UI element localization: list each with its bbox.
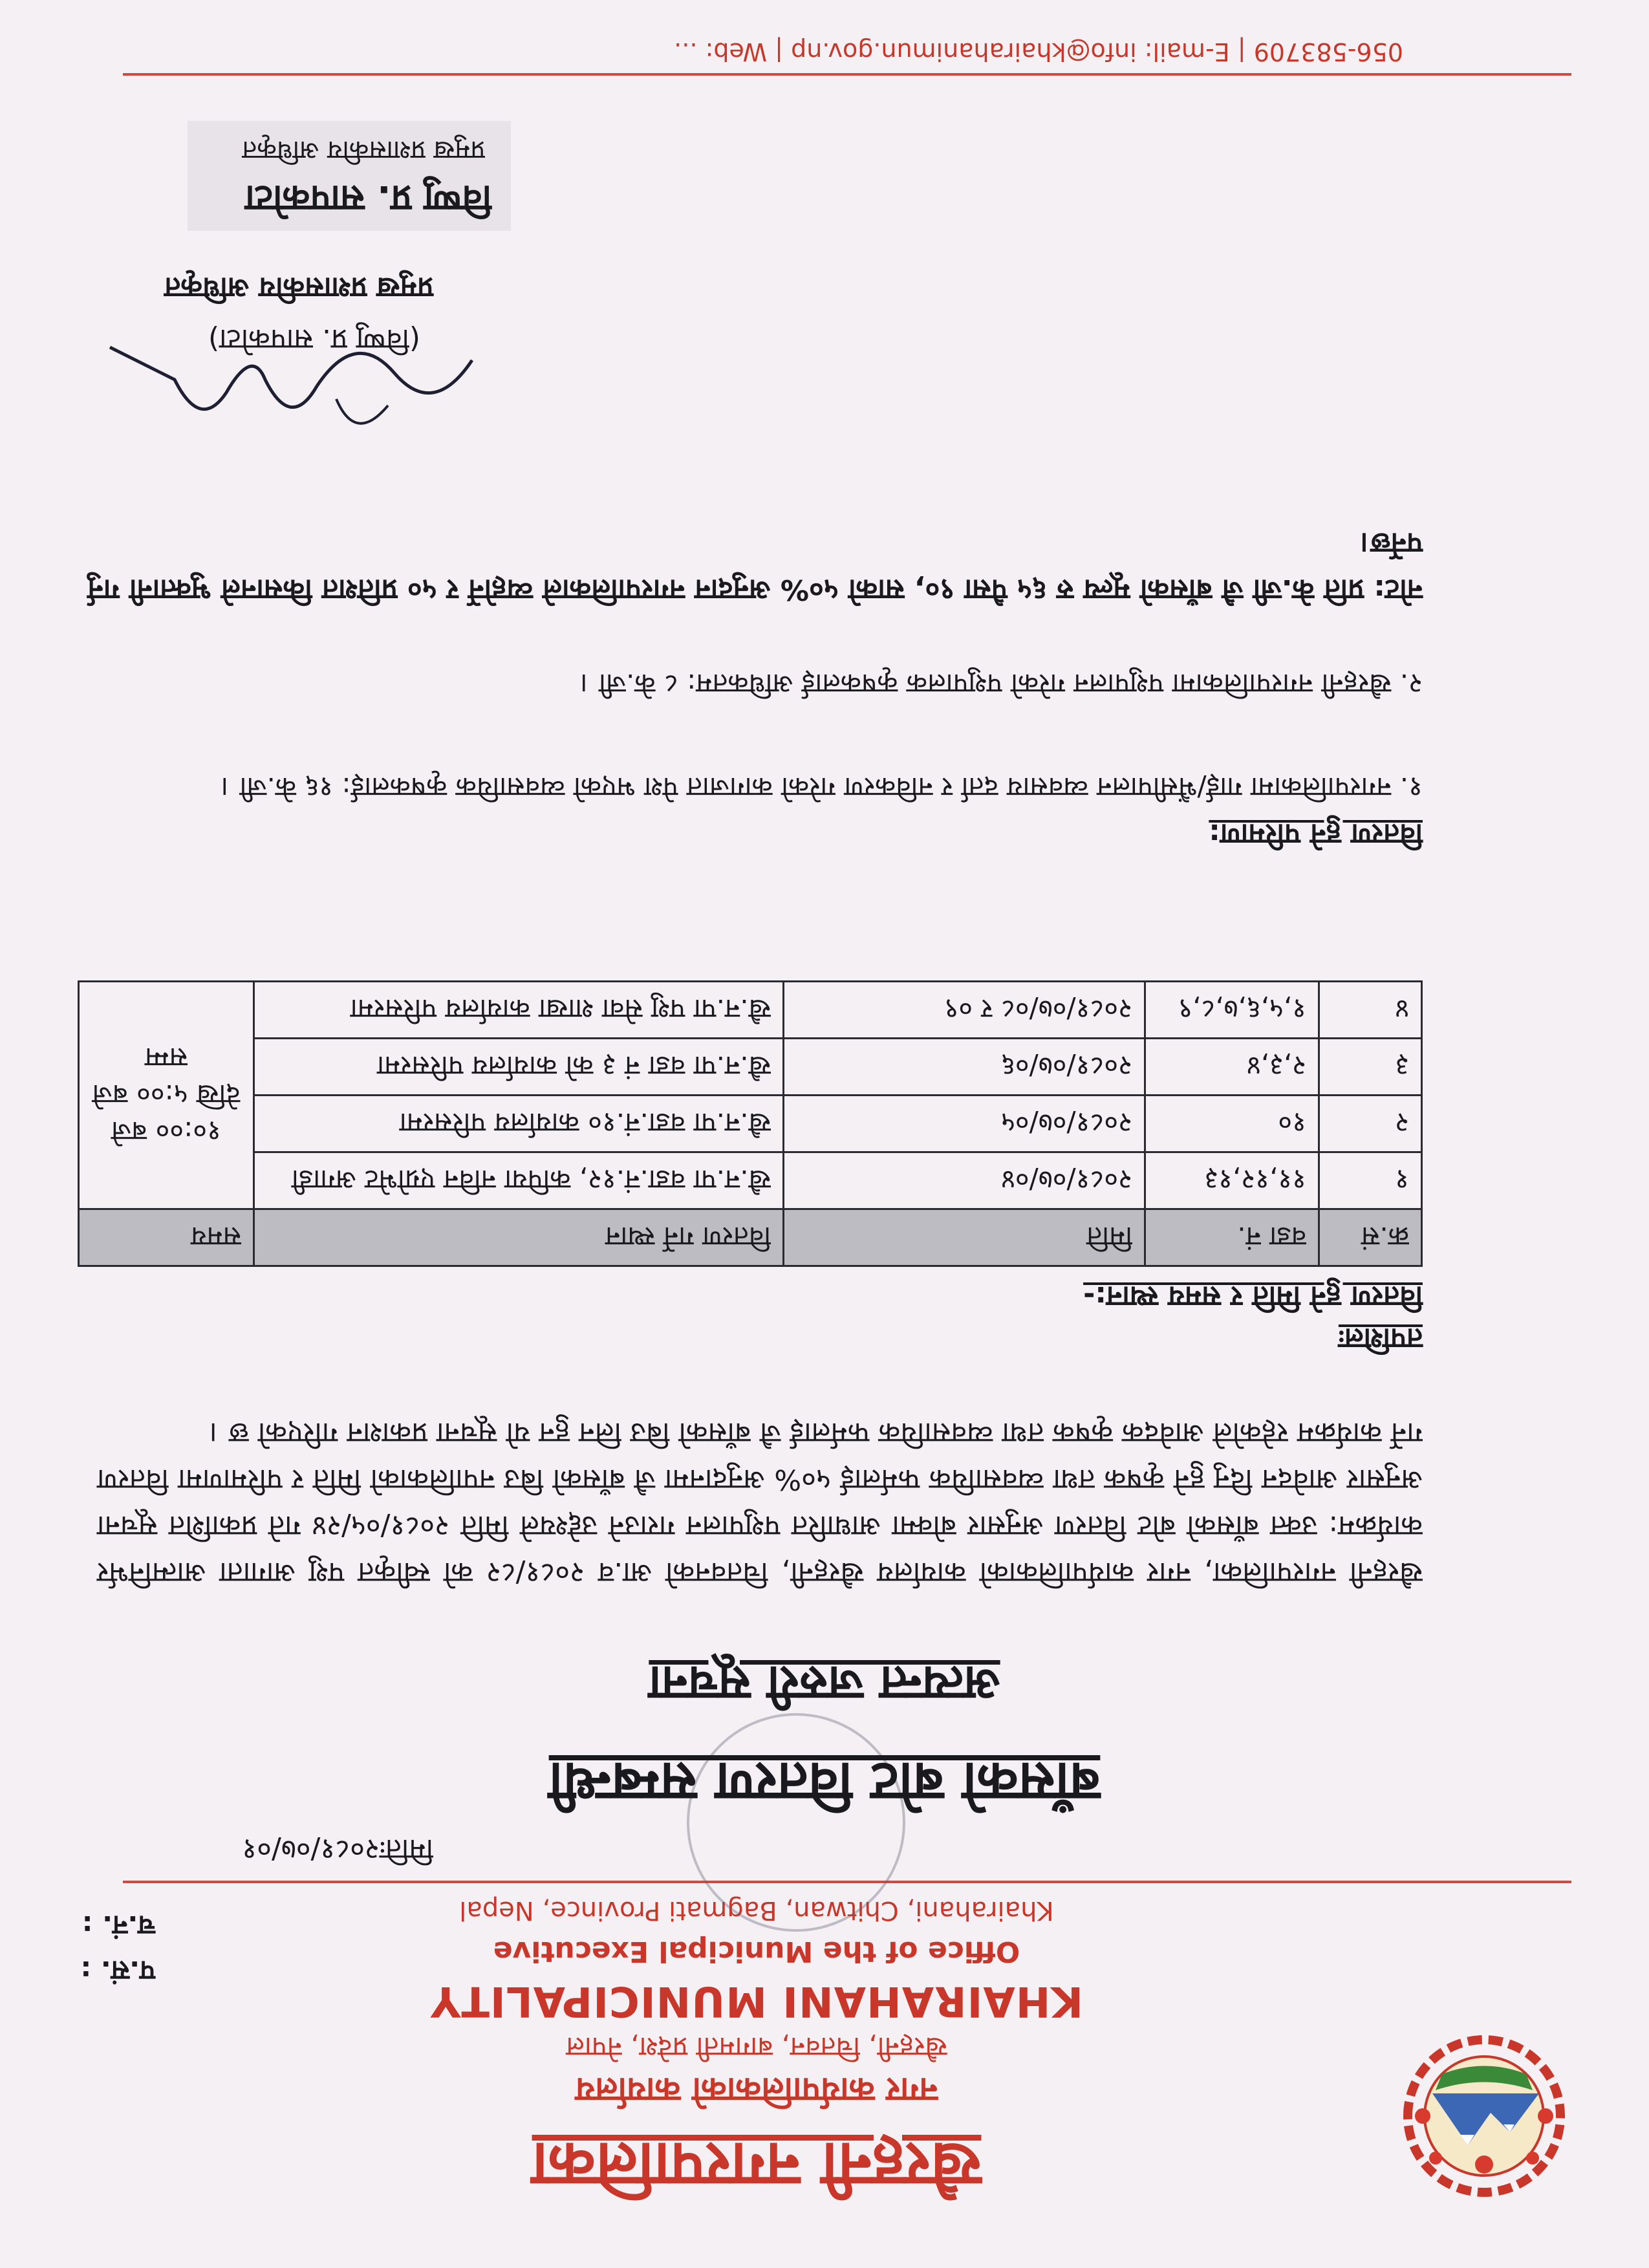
cell-place: खै.न.पा पशु सेवा शाखा कार्यालय परिसरमा bbox=[254, 982, 784, 1039]
column-header-date: मिति bbox=[784, 1209, 1145, 1266]
cell-serial: २ bbox=[1319, 1096, 1422, 1152]
column-header-serial: क्र.सं bbox=[1319, 1209, 1422, 1266]
dispatch-number-label: च.नं. : bbox=[81, 1910, 155, 1941]
signer-title: प्रमुख प्रशासकीय अधिकृत bbox=[164, 271, 433, 304]
quantity-item-1: १. नगरपालिकामा गाई/भैंसीपालन व्यवसाय दर्ता र नविकरण गरेको कागजात पेश भएको व्यवसायिक कृषकलाई: १६ के.जी । bbox=[221, 772, 1423, 803]
address-english: Khairahani, Chitwan, Bagmati Province, Nepal bbox=[459, 1895, 1054, 1925]
table-row bbox=[79, 1152, 1422, 1209]
column-header-time: समय bbox=[79, 1209, 254, 1266]
table-row bbox=[79, 982, 1422, 1039]
quantity-item-2: २. खैरहनी नगरपालिकामा पशुपालन गरेको पशुपालक कृषकलाई अधिकतम: ८ के.जी । bbox=[579, 668, 1423, 700]
municipality-emblem-icon bbox=[1397, 2029, 1571, 2203]
cell-date: २०८१/०७/०८ र ०९ bbox=[784, 982, 1145, 1039]
notice-subtitle: अत्यन्त जरुरी सूचना bbox=[649, 1656, 1000, 1711]
stamp-signer-name: विष्णु प्र. सापकोटा bbox=[245, 177, 491, 219]
cell-serial: ३ bbox=[1319, 1039, 1422, 1096]
signer-name: (विष्णु प्र. सापकोटा) bbox=[208, 323, 420, 356]
cell-ward: ११,१२,१३ bbox=[1145, 1152, 1319, 1209]
cell-ward: २,३,४ bbox=[1145, 1039, 1319, 1096]
footer-contact: 056-583709 | E-mail: info@khairahanimun.gov.np | Web: ... bbox=[674, 38, 1403, 66]
municipality-name-nepali: खैरहनी नगरपालिका bbox=[532, 2129, 982, 2201]
schedule-subheading: वितरण हुने मिति र समय स्थान:- bbox=[1083, 1280, 1423, 1313]
table-header-row bbox=[79, 1209, 1422, 1266]
distribution-schedule-table bbox=[78, 980, 1423, 1267]
cell-ward: १,५,६,७,८,९ bbox=[1145, 982, 1319, 1039]
table-row bbox=[79, 1096, 1422, 1152]
footer-divider bbox=[123, 73, 1571, 76]
cell-place: खै.न.पा वडा.नं.१० कार्यालय परिसरमा bbox=[254, 1096, 784, 1152]
reference-number-label: प.सं. : bbox=[80, 1955, 155, 1987]
notice-paragraph: खैरहनी नगरपालिका, नगर कार्यपालिकाको कार्यालय खैरहनी, चितवनको आ.व २०८१/८२ को स्वीकृत पशु आगाता आत्मनिर्भर कार्यक्रम: उक्त बाँसको बोट वितरण अनुसार बोक्मा आधारित पशुपालन गराउने उद्देश्यले मिति २०८१/०५/२४ गते प्रकाशित सूचना अनुसार आवेदन दिनु हुने कृषक तथा व्यवसायिक फर्मलाई ५०% अनुदानमा जै बाँसको बिउ नपालिकाको मिति र परिमाणमा वितरण गर्ने कार्यक्रम रहेकोले आवेदक कृषक तथा व्यवसायिक फर्मलाई जै बाँसको बिउ लिन हुन यो सूचना प्रकाशन गरिएको छ । bbox=[97, 1416, 1423, 1589]
column-header-place: वितरण गर्ने स्थान bbox=[254, 1209, 784, 1266]
address-nepali: खैरहनी, चितवन, बागमती प्रदेश, नेपाल bbox=[566, 2031, 947, 2063]
cell-time: १०:०० बजे देखि ५:०० बजे सम्म bbox=[79, 982, 254, 1209]
table-row bbox=[79, 1039, 1422, 1096]
schedule-heading: तपशिलः bbox=[1338, 1322, 1423, 1355]
stamp-signer-title: प्रमुख प्रशासकीय अधिकृत bbox=[242, 135, 485, 165]
cell-serial: ४ bbox=[1319, 982, 1422, 1039]
cell-date: २०८१/०७/०४ bbox=[784, 1152, 1145, 1209]
cell-serial: १ bbox=[1319, 1152, 1422, 1209]
notice-title: बाँसको बोट वितरण सम्बन्धी bbox=[548, 1751, 1101, 1814]
office-name-english: Office of the Municipal Executive bbox=[493, 1935, 1020, 1968]
cell-date: २०८१/०७/०५ bbox=[784, 1096, 1145, 1152]
cell-place: खै.न.पा वडा नं ३ को कार्यालय परिसरमा bbox=[254, 1039, 784, 1096]
price-note: नोट: प्रति के.जी जै बाँसको मूल्य रु ६५ पैसा ९०, साको ५०% अनुदान नगरपालिकाले व्यहोर्ने र ५० प्रतिशत किसानले भुक्तानी गर्नु पर्नेछ। bbox=[87, 526, 1423, 606]
column-header-ward: वडा नं. bbox=[1145, 1209, 1319, 1266]
municipality-name-english: KHAIRAHANI MUNICIPALITY bbox=[429, 1977, 1084, 2025]
cell-ward: १० bbox=[1145, 1096, 1319, 1152]
issue-date: मितिः२०८१/०७/०१ bbox=[242, 1833, 433, 1866]
cell-place: खै.न.पा वडा.नं.१२, कपिया नविन एग्रोभेट अगाडी bbox=[254, 1152, 784, 1209]
quantity-heading: वितरण हुने परिमाण: bbox=[1209, 817, 1423, 850]
cell-date: २०८१/०७/०६ bbox=[784, 1039, 1145, 1096]
office-seal bbox=[687, 1713, 905, 1932]
office-name-nepali: नगर कार्यपालिकाको कार्यालय bbox=[575, 2070, 938, 2109]
